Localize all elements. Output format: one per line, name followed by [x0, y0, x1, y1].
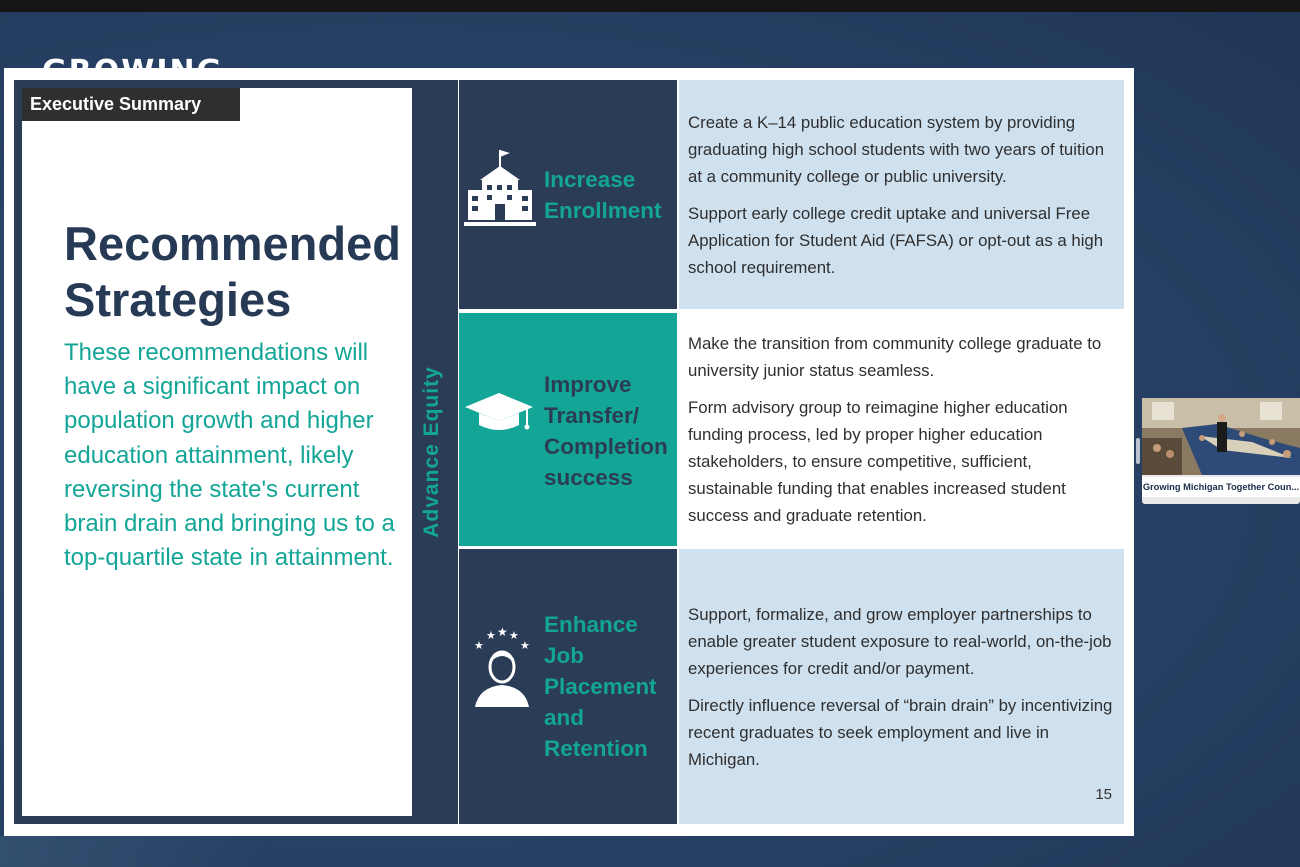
strategy-paragraph: Form advisory group to reimagine higher education funding process, led by proper higher education stakeholders, to ensure competitive, sufficient, sustainable funding that enables increased student success and graduate retention.	[688, 398, 1068, 525]
strategy-label: Enhance Job Placement and Retention	[544, 612, 657, 761]
slide-body-text: These recommendations will have a significant impact on population growth and higher education attainment, likely reversing the state's current brain drain and bringing us to a top-quartile state in attainment.	[64, 339, 395, 572]
strategy-paragraph: Create a K–14 public education system by providing graduating high school students with two years of tuition at a community college or public university.	[688, 112, 1105, 186]
strategy-paragraph: Directly influence reversal of “brain drain” by incentivizing recent graduates to seek employment and live in Michigan.	[688, 695, 1113, 769]
summary-card	[22, 88, 412, 816]
strategy-header	[459, 313, 677, 546]
svg-text:★: ★	[520, 639, 530, 652]
school-building-icon	[464, 148, 536, 228]
strategy-paragraph: Support early college credit uptake and universal Free Application for Student Aid (FAFSA) or opt-out as a high school requirement.	[688, 203, 1104, 277]
strategy-row-enrollment	[459, 80, 1124, 309]
strategy-paragraph: Support, formalize, and grow employer partnerships to enable greater student exposure to real-world, on-the-job experiences for credit and/or payment.	[688, 604, 1112, 678]
participant-video-tile[interactable]	[1142, 398, 1300, 504]
strategy-row-job-placement	[459, 549, 1124, 824]
participant-name: Growing Michigan Together Coun...	[1142, 477, 1300, 497]
strategy-label: Improve Transfer/ Completion success	[544, 372, 668, 490]
svg-text:★: ★	[509, 629, 519, 642]
background-decoration	[0, 836, 260, 867]
background-heading	[42, 50, 242, 70]
summary-panel	[14, 80, 458, 824]
window-top-bar	[0, 0, 1300, 12]
vertical-label-text: Advance Equity	[419, 366, 443, 538]
executive-summary-tab: Executive Summary	[22, 88, 240, 121]
presentation-slide	[4, 68, 1134, 836]
strategy-header	[459, 80, 677, 309]
person-with-stars-icon	[471, 627, 531, 709]
strategy-description	[679, 80, 1124, 309]
svg-text:★: ★	[474, 639, 484, 652]
video-feed	[1142, 398, 1300, 475]
video-panel-resize-handle[interactable]	[1136, 438, 1140, 464]
strategy-description	[679, 313, 1124, 546]
svg-text:★: ★	[486, 629, 496, 642]
strategy-row-transfer	[459, 313, 1124, 546]
strategy-paragraph: Make the transition from community college graduate to university junior status seamless.	[688, 334, 1102, 380]
graduation-cap-icon	[463, 391, 535, 435]
strategy-label: Increase Enrollment	[544, 167, 662, 223]
svg-text:★: ★	[497, 625, 508, 639]
slide-title: Recommended Strategies	[64, 217, 401, 326]
advance-equity-label	[415, 80, 448, 824]
strategy-description	[679, 549, 1124, 824]
page-number: 15	[1095, 786, 1112, 803]
strategy-header	[459, 549, 677, 824]
